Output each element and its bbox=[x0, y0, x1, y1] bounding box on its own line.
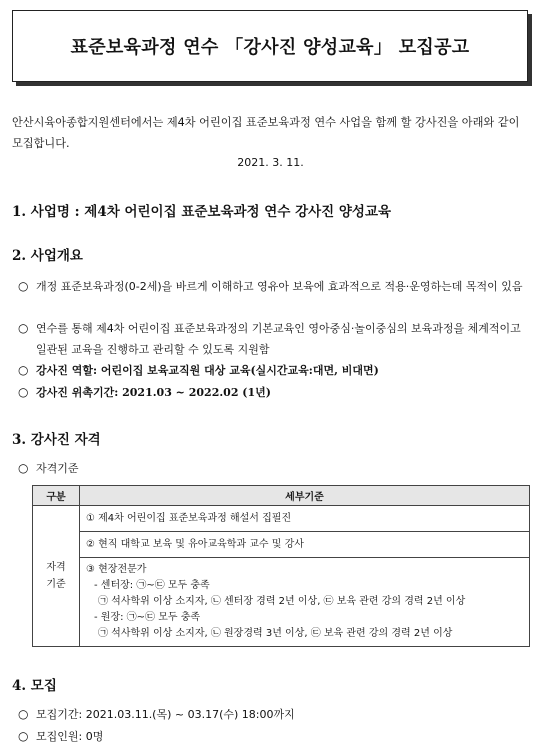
section2-item-2 bbox=[18, 318, 533, 360]
bullet-circle-icon: ○ bbox=[18, 321, 29, 335]
page-title: 표준보육과정 연수 「강사진 양성교육」 모집공고 bbox=[70, 37, 470, 58]
section4-item-1 bbox=[18, 704, 533, 725]
table-row bbox=[33, 558, 530, 647]
section2-item-1 bbox=[18, 276, 533, 297]
item-text: 모집기간: 2021.03.11.(목) ~ 03.17(수) 18:00까지 bbox=[36, 708, 295, 721]
section1-heading: 1. 사업명 : 제4차 어린이집 표준보육과정 연수 강사진 양성교육 bbox=[12, 204, 392, 220]
intro-text: 안산시육아종합지원센터에서는 제4차 어린이집 표준보육과정 연수 사업을 함께 할 강사진을 아래와 같이 모집합니다. bbox=[12, 116, 520, 150]
section4-heading: 4. 모집 bbox=[12, 678, 57, 694]
criterion-3-title: ③ 현장전문가 bbox=[86, 564, 147, 575]
announcement-date: 2021. 3. 11. bbox=[237, 156, 304, 169]
item-text: 개정 표준보육과정(0-2세)을 바르게 이해하고 영유아 보육에 효과적으로 적용·운영하는데 목적이 있음 bbox=[36, 280, 523, 293]
item-text: 모집인원: 0명 bbox=[36, 730, 104, 743]
criterion-1: ① 제4차 어린이집 표준보육과정 해설서 집필진 bbox=[80, 506, 530, 532]
item-text: 강사진 역할: 어린이집 보육교직원 대상 교육(실시간교육:대면, 비대면) bbox=[36, 364, 379, 377]
item-text: 연수를 통해 제4차 어린이집 표준보육과정의 기본교육인 영아중심·놀이중심의 보육과정을 체계적이고 일관된 교육을 진행하고 관리할 수 있도록 지원함 bbox=[36, 322, 521, 356]
section2-heading: 2. 사업개요 bbox=[12, 248, 83, 264]
row-label: 자격 기준 bbox=[33, 506, 80, 647]
section3-heading: 3. 강사진 자격 bbox=[12, 432, 101, 448]
section2-item-4 bbox=[18, 382, 533, 403]
criterion-2: ② 현직 대학교 보육 및 유아교육학과 교수 및 강사 bbox=[80, 532, 530, 558]
bullet-circle-icon: ○ bbox=[18, 707, 29, 721]
item-text: 강사진 위촉기간: 2021.03 ~ 2022.02 (1년) bbox=[36, 386, 272, 399]
section2-item-3 bbox=[18, 360, 533, 381]
criterion-3-b: - 원장: ㉠~㉢ 모두 충족 bbox=[94, 612, 201, 623]
section3-bullet bbox=[18, 458, 533, 479]
qualification-table bbox=[32, 485, 530, 647]
table-row bbox=[33, 506, 530, 532]
criterion-3 bbox=[80, 558, 530, 647]
title-box bbox=[12, 10, 528, 82]
table-header: 구분 bbox=[33, 486, 80, 506]
criterion-3-a-detail: ㉠ 석사학위 이상 소지자, ㉡ 센터장 경력 2년 이상, ㉢ 보육 관련 강의 경력 2년 이상 bbox=[98, 596, 466, 607]
bullet-circle-icon: ○ bbox=[18, 279, 29, 293]
bullet-circle-icon: ○ bbox=[18, 729, 29, 743]
bullet-circle-icon: ○ bbox=[18, 363, 29, 377]
table-row bbox=[33, 532, 530, 558]
bullet-circle-icon: ○ bbox=[18, 461, 29, 475]
section4-item-2 bbox=[18, 726, 533, 747]
bullet-circle-icon: ○ bbox=[18, 385, 29, 399]
item-text: 자격기준 bbox=[36, 462, 79, 475]
table-header: 세부기준 bbox=[80, 486, 530, 506]
criterion-3-b-detail: ㉠ 석사학위 이상 소지자, ㉡ 원장경력 3년 이상, ㉢ 보육 관련 강의 경력 2년 이상 bbox=[98, 628, 453, 639]
criterion-3-a: - 센터장: ㉠~㉢ 모두 충족 bbox=[94, 580, 210, 591]
table-header-row bbox=[33, 486, 530, 506]
